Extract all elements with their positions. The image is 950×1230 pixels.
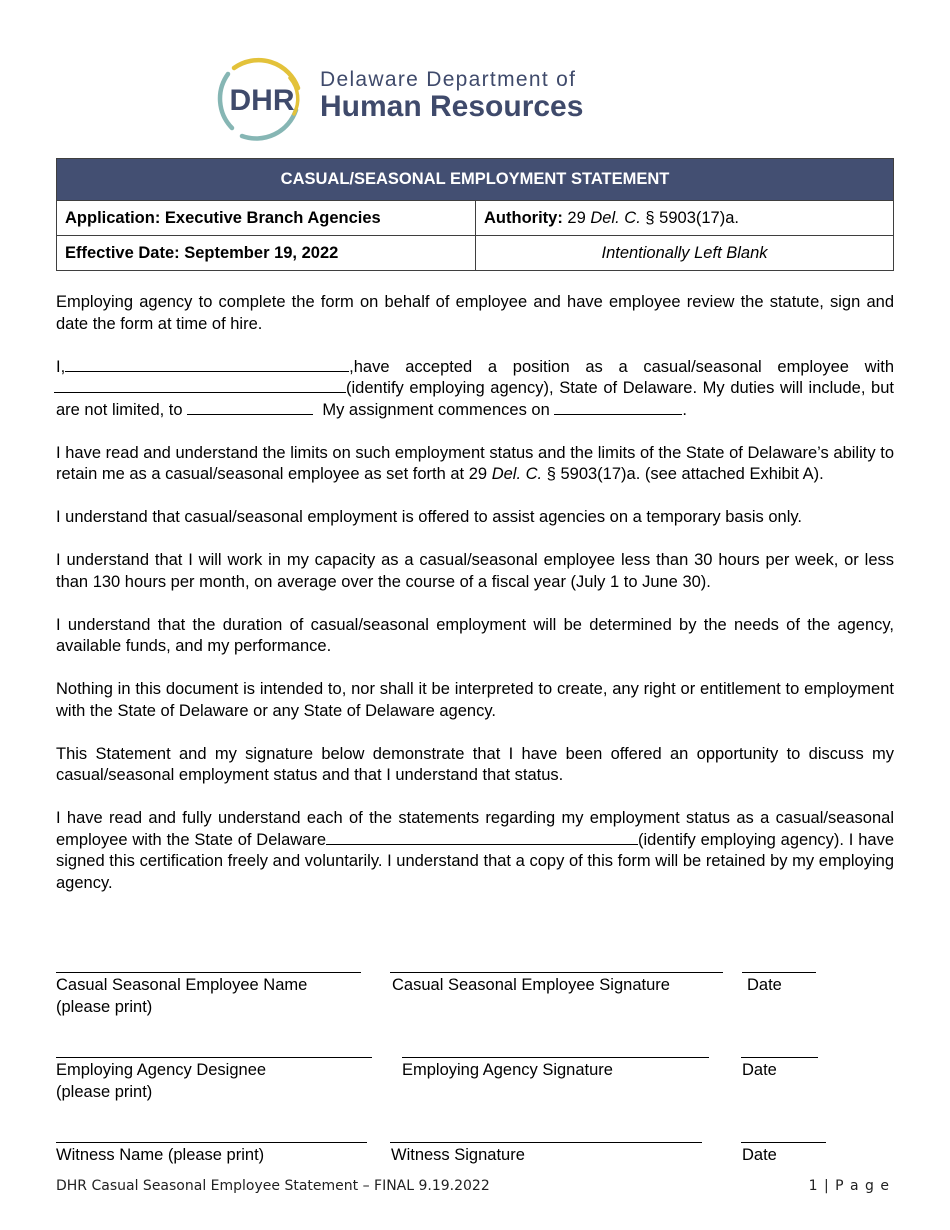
authority-section: § 5903(17)a.	[645, 208, 739, 227]
designee-name-label: Employing Agency Designee	[56, 1061, 267, 1079]
witness-name-line[interactable]	[56, 1142, 367, 1143]
designee-name-block	[56, 1057, 372, 1103]
footer-page-number: 1 | P a g e	[808, 1178, 890, 1194]
agency-signature-block	[402, 1057, 709, 1082]
p2-code: Del. C.	[491, 465, 543, 483]
witness-date-block	[741, 1142, 826, 1167]
agency-signature-label: Employing Agency Signature	[402, 1061, 613, 1079]
effective-date-cell: Effective Date: September 19, 2022	[57, 236, 476, 271]
employee-date-label: Date	[747, 976, 782, 994]
p2-end: § 5903(17)a. (see attached Exhibit A).	[546, 465, 824, 483]
authority-label: Authority:	[484, 208, 563, 227]
statement-body	[56, 292, 894, 916]
witness-date-line[interactable]	[741, 1142, 826, 1143]
logo-line-2: Human Resources	[320, 90, 584, 123]
witness-signature-block	[390, 1142, 702, 1167]
authority-cell	[476, 201, 894, 236]
witness-signature-line[interactable]	[390, 1142, 702, 1143]
agency-date-block	[741, 1057, 818, 1082]
agency-signature-line[interactable]	[402, 1057, 709, 1058]
designee-name-line[interactable]	[56, 1057, 372, 1058]
witness-name-block	[56, 1142, 367, 1167]
employee-date-line[interactable]	[742, 972, 816, 973]
duties-blank[interactable]	[187, 400, 313, 415]
logo-line-1: Delaware Department of	[320, 68, 577, 91]
p1-duties: (identify employing agency), State of Delaware. My duties will include, but are not limited, to	[56, 379, 894, 419]
agency-blank[interactable]	[54, 378, 346, 393]
no-entitlement-paragraph: Nothing in this document is intended to, nor shall it be interpreted to create, any right or entitlement to employment with the State of Delaware or any State of Delaware agency.	[56, 680, 894, 720]
employee-name-label: Casual Seasonal Employee Name	[56, 976, 308, 994]
agency-date-label: Date	[742, 1061, 777, 1079]
employee-date-block	[742, 972, 816, 997]
p1-end: .	[682, 400, 687, 419]
header-table	[56, 158, 894, 271]
employee-name-block	[56, 972, 361, 1018]
p1-accepted: ,have accepted a position as a casual/seasonal employee with	[349, 357, 894, 376]
p8-end: (identify employing agency). I have signed this certification freely and voluntarily. I understand that a copy of this form will be retained by my employing agency.	[56, 830, 895, 892]
hours-paragraph: I understand that I will work in my capacity as a casual/seasonal employee less than 30 hours per week, or less than 130 hours per month, on average over the course of a fiscal year (July 1 to June 30).	[56, 551, 894, 591]
dhr-emblem-icon	[214, 52, 310, 144]
designee-name-sub: (please print)	[56, 1082, 153, 1101]
authority-title: 29	[567, 208, 586, 227]
agency-date-line[interactable]	[741, 1057, 818, 1058]
dhr-logo	[214, 52, 684, 144]
certification-paragraph	[56, 808, 894, 894]
p2-start: I have read and understand the limits on such employment status and the limits of the State of Delaware’s ability to retain me as a casual/seasonal employee as set forth at 29	[56, 443, 894, 483]
employee-signature-line[interactable]	[390, 972, 723, 973]
certification-agency-blank[interactable]	[326, 830, 638, 845]
p1-commence: My assignment commences on	[322, 400, 550, 419]
commence-date-blank[interactable]	[554, 400, 682, 415]
witness-name-label: Witness Name (please print)	[56, 1146, 265, 1164]
blank-note-cell: Intentionally Left Blank	[476, 236, 894, 271]
logo-mark: DHR	[229, 84, 295, 117]
acceptance-paragraph	[56, 357, 894, 422]
witness-date-label: Date	[742, 1146, 777, 1164]
opportunity-paragraph: This Statement and my signature below demonstrate that I have been offered an opportunity to discuss my casual/seasonal employment status and that I understand that status.	[56, 744, 894, 784]
p1-start: I,	[56, 357, 66, 376]
p8-start: I have read and fully understand each of the statements regarding my employment status as a casual/seasonal employee with the State of Delaware	[56, 809, 894, 849]
limits-paragraph	[56, 443, 894, 486]
employee-name-sub: (please print)	[56, 997, 153, 1016]
employee-signature-block	[390, 972, 723, 997]
duration-paragraph: I understand that the duration of casual/seasonal employment will be determined by the needs of the agency, available funds, and my performance.	[56, 615, 894, 655]
employee-name-blank[interactable]	[65, 357, 349, 372]
intro-paragraph: Employing agency to complete the form on behalf of employee and have employee review the statute, sign and date the form at time of hire.	[56, 293, 894, 333]
witness-signature-label: Witness Signature	[391, 1146, 525, 1164]
application-cell: Application: Executive Branch Agencies	[57, 201, 476, 236]
employee-name-line[interactable]	[56, 972, 361, 973]
authority-code: Del. C.	[590, 208, 641, 227]
form-title: CASUAL/SEASONAL EMPLOYMENT STATEMENT	[57, 159, 894, 201]
employee-signature-label: Casual Seasonal Employee Signature	[392, 976, 670, 994]
footer-document-title: DHR Casual Seasonal Employee Statement – FINAL 9.19.2022	[56, 1178, 490, 1194]
temporary-paragraph: I understand that casual/seasonal employment is offered to assist agencies on a temporary basis only.	[56, 508, 802, 526]
